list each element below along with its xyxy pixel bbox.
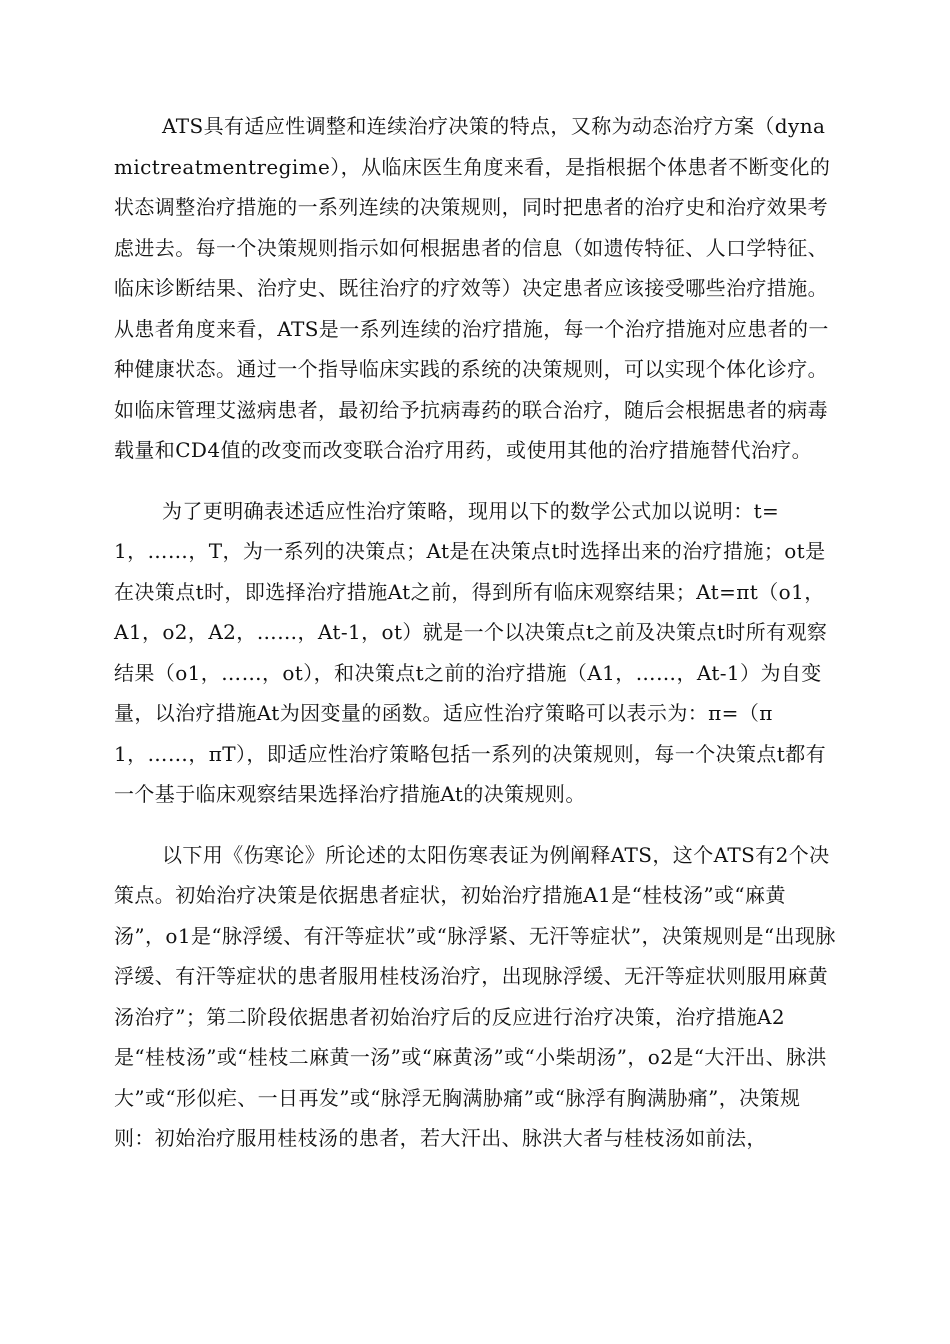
document-body (114, 106, 836, 1159)
paragraph-shanghan-example: 以下用《伤寒论》所论述的太阳伤寒表证为例阐释ATS，这个ATS有2个决策点。初始治疗决策是依据患者症状，初始治疗措施A1是“桂枝汤”或“麻黄汤”，o1是“脉浮缓、有汗等症状”或“脉浮紧、无汗等症状”，决策规则是“出现脉浮缓、有汗等症状的患者服用桂枝汤治疗，出现脉浮缓、无汗等症状则服用麻黄汤治疗”；第二阶段依据患者初始治疗后的反应进行治疗决策，治疗措施A2是“桂枝汤”或“桂枝二麻黄一汤”或“麻黄汤”或“小柴胡汤”，o2是“大汗出、脉洪大”或“形似疟、一日再发”或“脉浮无胸满胁痛”或“脉浮有胸满胁痛”，决策规则：初始治疗服用桂枝汤的患者，若大汗出、脉洪大者与桂枝汤如前法， (114, 842, 836, 1150)
paragraph-ats-definition: ATS具有适应性调整和连续治疗决策的特点，又称为动态治疗方案（dynamictreatmentregime），从临床医生角度来看，是指根据个体患者不断变化的状态调整治疗措施的一系列连续的决策规则，同时把患者的治疗史和治疗效果考虑进去。每一个决策规则指示如何根据患者的信息（如遗传特征、人口学特征、临床诊断结果、治疗史、既往治疗的疗效等）决定患者应该接受哪些治疗措施。从患者角度来看，ATS是一系列连续的治疗措施，每一个治疗措施对应患者的一种健康状态。通过一个指导临床实践的系统的决策规则，可以实现个体化诊疗。如临床管理艾滋病患者，最初给予抗病毒药的联合治疗，随后会根据患者的病毒载量和CD4值的改变而改变联合治疗用药，或使用其他的治疗措施替代治疗。 (114, 114, 831, 462)
paragraph-math-formulation: 为了更明确表述适应性治疗策略，现用以下的数学公式加以说明：t=1，……，T，为一系列的决策点；At是在决策点t时选择出来的治疗措施；ot是在决策点t时，即选择治疗措施At之前，得到所有临床观察结果；At=πt（o1，A1，o2，A2，……，At-1，ot）就是一个以决策点t之前及决策点t时所有观察结果（o1，……，ot），和决策点t之前的治疗措施（A1，……，At-1）为自变量，以治疗措施At为因变量的函数。适应性治疗策略可以表示为：π=（π1，……，πT），即适应性治疗策略包括一系列的决策规则，每一个决策点t都有一个基于临床观察结果选择治疗措施At的决策规则。 (114, 498, 828, 806)
